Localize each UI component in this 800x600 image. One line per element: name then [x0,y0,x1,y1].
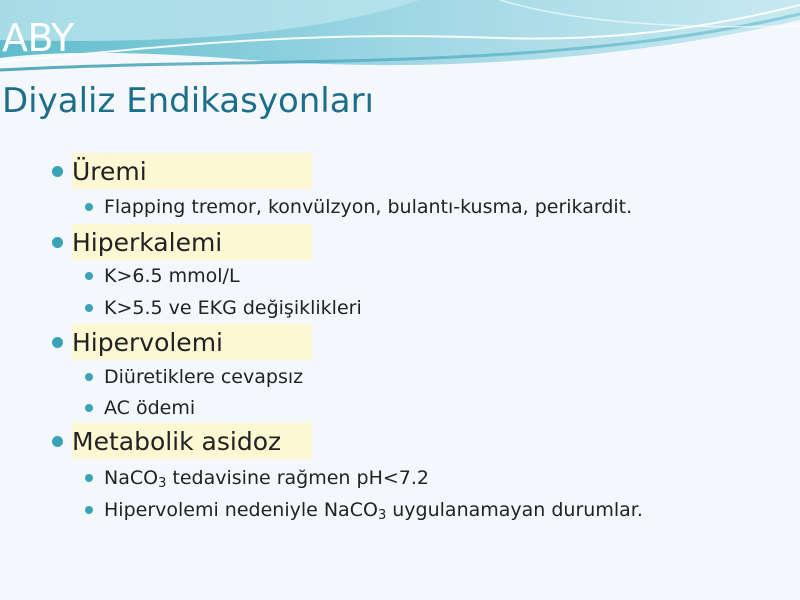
subscript: 3 [158,476,167,491]
list-item: Diüretiklere cevapsız [104,366,304,388]
bullet-icon [52,436,63,447]
bullet-icon [52,237,63,248]
bullet-icon [85,272,93,280]
section-heading-metabolik-asidoz: Metabolik asidoz [72,423,312,459]
list-item: Flapping tremor, konvülzyon, bulantı-kusma, perikardit. [104,196,633,218]
item-text: tedavisine rağmen pH<7.2 [166,467,429,489]
subscript: 3 [377,508,387,523]
bullet-icon [85,506,93,514]
bullet-icon [85,373,93,381]
section-heading-hipervolemi: Hipervolemi [72,324,312,360]
bullet-icon [85,474,93,482]
item-text: NaCO [104,467,159,489]
bullet-icon [85,404,93,412]
list-item: K>6.5 mmol/L [104,265,240,287]
list-item [104,497,643,523]
slide-title: Diyaliz Endikasyonları [2,81,375,121]
bullet-icon [85,304,93,312]
list-item: K>5.5 ve EKG değişiklikleri [104,297,362,319]
section-heading-hiperkalemi: Hiperkalemi [72,224,312,260]
bullet-icon [52,337,63,348]
header-wave-banner [0,0,800,80]
slide-title-abbreviation: ABY [2,16,74,60]
bullet-icon [52,166,63,177]
list-item: AC ödemi [104,397,196,419]
item-text: Hipervolemi nedeniyle NaCO [104,499,378,521]
list-item [104,465,429,491]
bullet-icon [85,203,93,211]
section-heading-uremi: Üremi [72,153,312,189]
item-text: uygulanamayan durumlar. [386,499,643,521]
